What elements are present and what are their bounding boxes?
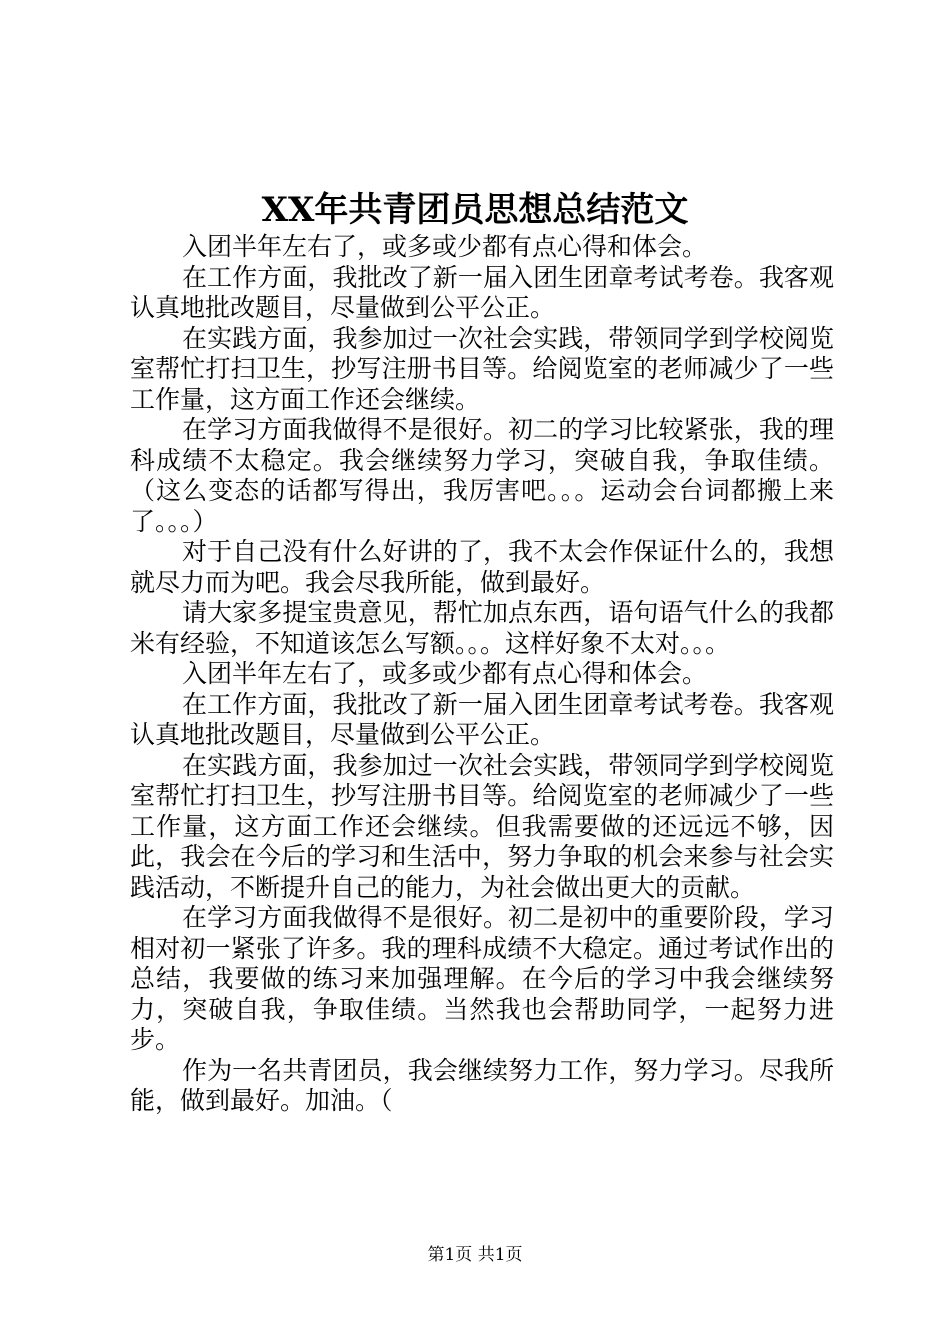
paragraph: 在实践方面，我参加过一次社会实践，带领同学到学校阅览室帮忙打扫卫生，抄写注册书目等。给阅览室的老师减少了一些工作量，这方面工作还会继续。但我需要做的还远远不够，因此，我会在今后的学习和生活中，努力争取的机会来参与社会实践活动，不断提升自己的能力，为社会做出更大的贡献。 [130,750,834,902]
paragraph: 请大家多提宝贵意见，帮忙加点东西，语句语气什么的我都米有经验，不知道该怎么写额。。。这样好象不太对。。。 [130,598,834,658]
document-title: XX年共青团员思想总结范文 [261,190,689,230]
paragraph: 入团半年左右了，或多或少都有点心得和体会。 [182,232,708,261]
paragraph: 在实践方面，我参加过一次社会实践，带领同学到学校阅览室帮忙打扫卫生，抄写注册书目等。给阅览室的老师减少了一些工作量，这方面工作还会继续。 [130,323,834,414]
document-body [130,232,834,1117]
paragraph: 对于自己没有什么好讲的了，我不太会作保证什么的，我想就尽力而为吧。我会尽我所能，做到最好。 [130,537,834,597]
paragraph: 入团半年左右了，或多或少都有点心得和体会。 [182,659,708,688]
paragraph: 在学习方面我做得不是很好。初二的学习比较紧张，我的理科成绩不太稳定。我会继续努力学习，突破自我，争取佳绩。（这么变态的话都写得出，我厉害吧。。。运动会台词都搬上来了。。。） [130,415,834,536]
paragraph: 作为一名共青团员，我会继续努力工作，努力学习。尽我所能，做到最好。加油。（ [130,1055,834,1115]
paragraph: 在工作方面，我批改了新一届入团生团章考试考卷。我客观认真地批改题目，尽量做到公平公正。 [130,689,834,749]
paragraph: 在工作方面，我批改了新一届入团生团章考试考卷。我客观认真地批改题目，尽量做到公平公正。 [130,262,834,322]
page-footer: 第1页 共1页 [427,1245,523,1265]
paragraph: 在学习方面我做得不是很好。初二是初中的重要阶段，学习相对初一紧张了许多。我的理科成绩不大稳定。通过考试作出的总结，我要做的练习来加强理解。在今后的学习中我会继续努力，突破自我，争取佳绩。当然我也会帮助同学，一起努力进步。 [130,903,834,1054]
